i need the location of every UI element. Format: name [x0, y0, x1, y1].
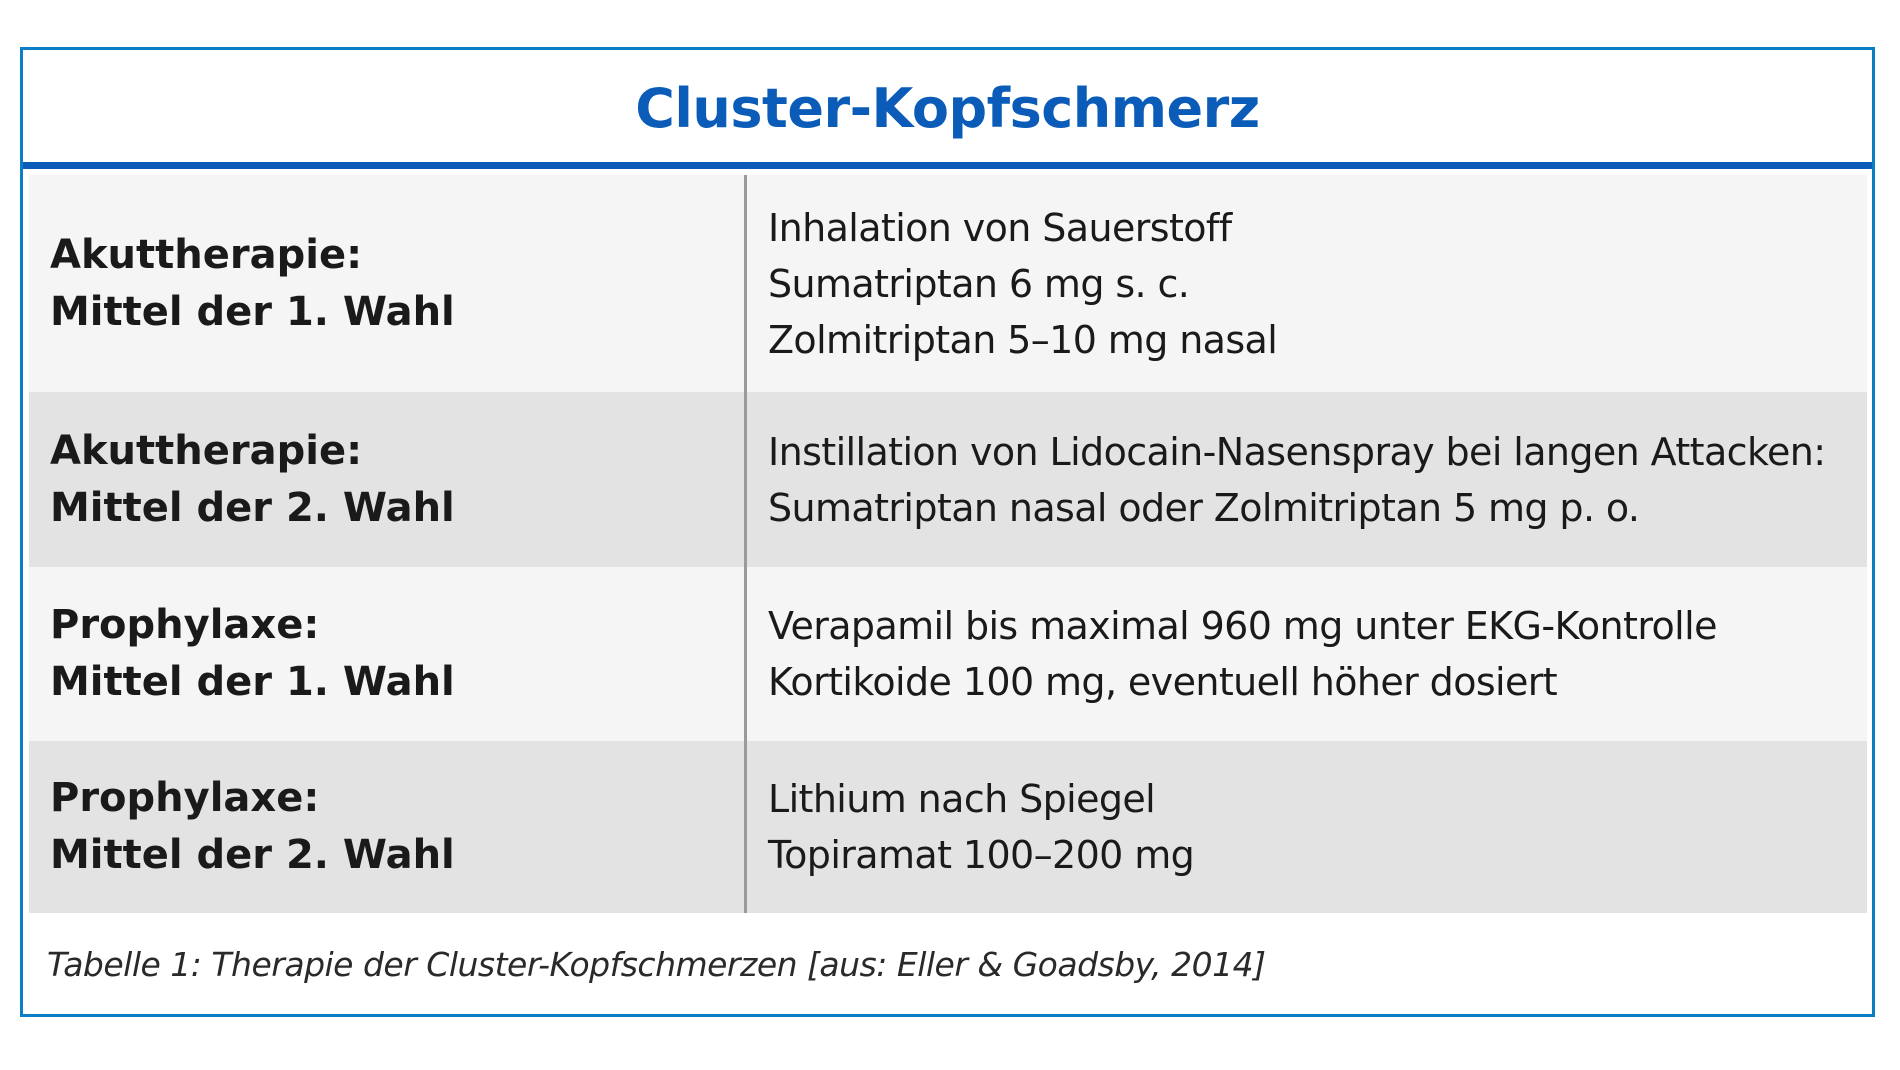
row-entry: Kortikoide 100 mg, eventuell höher dosiert: [768, 660, 1558, 704]
row-label-line2: Mittel der 2. Wahl: [50, 484, 455, 531]
row-label-cell: [29, 741, 747, 913]
row-label-line2: Mittel der 1. Wahl: [50, 659, 455, 705]
row-label-line1: Prophylaxe:: [50, 775, 320, 821]
row-label-line1: Akuttherapie:: [50, 231, 363, 278]
table-row: [29, 741, 1867, 913]
row-label-line1: Akuttherapie:: [50, 427, 363, 474]
table-frame: [20, 47, 1875, 1017]
row-entries-cell: [747, 567, 1867, 741]
row-entry: Instillation von Lidocain-Nasenspray bei langen Attacken:: [768, 429, 1826, 474]
table-title: Cluster-Kopfschmerz: [635, 76, 1260, 140]
row-entries-cell: [747, 392, 1867, 567]
row-entries-cell: [747, 175, 1867, 392]
table-row: [29, 392, 1867, 567]
table-row: [29, 175, 1867, 392]
row-entry: Verapamil bis maximal 960 mg unter EKG-Kontrolle: [768, 604, 1717, 648]
row-entry: Sumatriptan 6 mg s. c.: [768, 261, 1190, 306]
row-entries-cell: [747, 741, 1867, 913]
row-label-line2: Mittel der 1. Wahl: [50, 288, 455, 335]
title-bar: [23, 50, 1872, 169]
row-entry: Inhalation von Sauerstoff: [768, 205, 1232, 250]
row-label-cell: [29, 175, 747, 392]
row-entry: Zolmitriptan 5–10 mg nasal: [768, 317, 1278, 362]
row-label-line2: Mittel der 2. Wahl: [50, 832, 455, 878]
row-label-cell: [29, 392, 747, 567]
row-label-cell: [29, 567, 747, 741]
row-entry: Topiramat 100–200 mg: [768, 833, 1195, 877]
table-caption: Tabelle 1: Therapie der Cluster-Kopfschmerzen [aus: Eller & Goadsby, 2014]: [47, 945, 1266, 984]
table-row: [29, 567, 1867, 741]
row-entry: Sumatriptan nasal oder Zolmitriptan 5 mg p. o.: [768, 485, 1640, 530]
row-label-line1: Prophylaxe:: [50, 602, 320, 648]
row-entry: Lithium nach Spiegel: [768, 777, 1156, 821]
therapy-table: [29, 175, 1867, 913]
